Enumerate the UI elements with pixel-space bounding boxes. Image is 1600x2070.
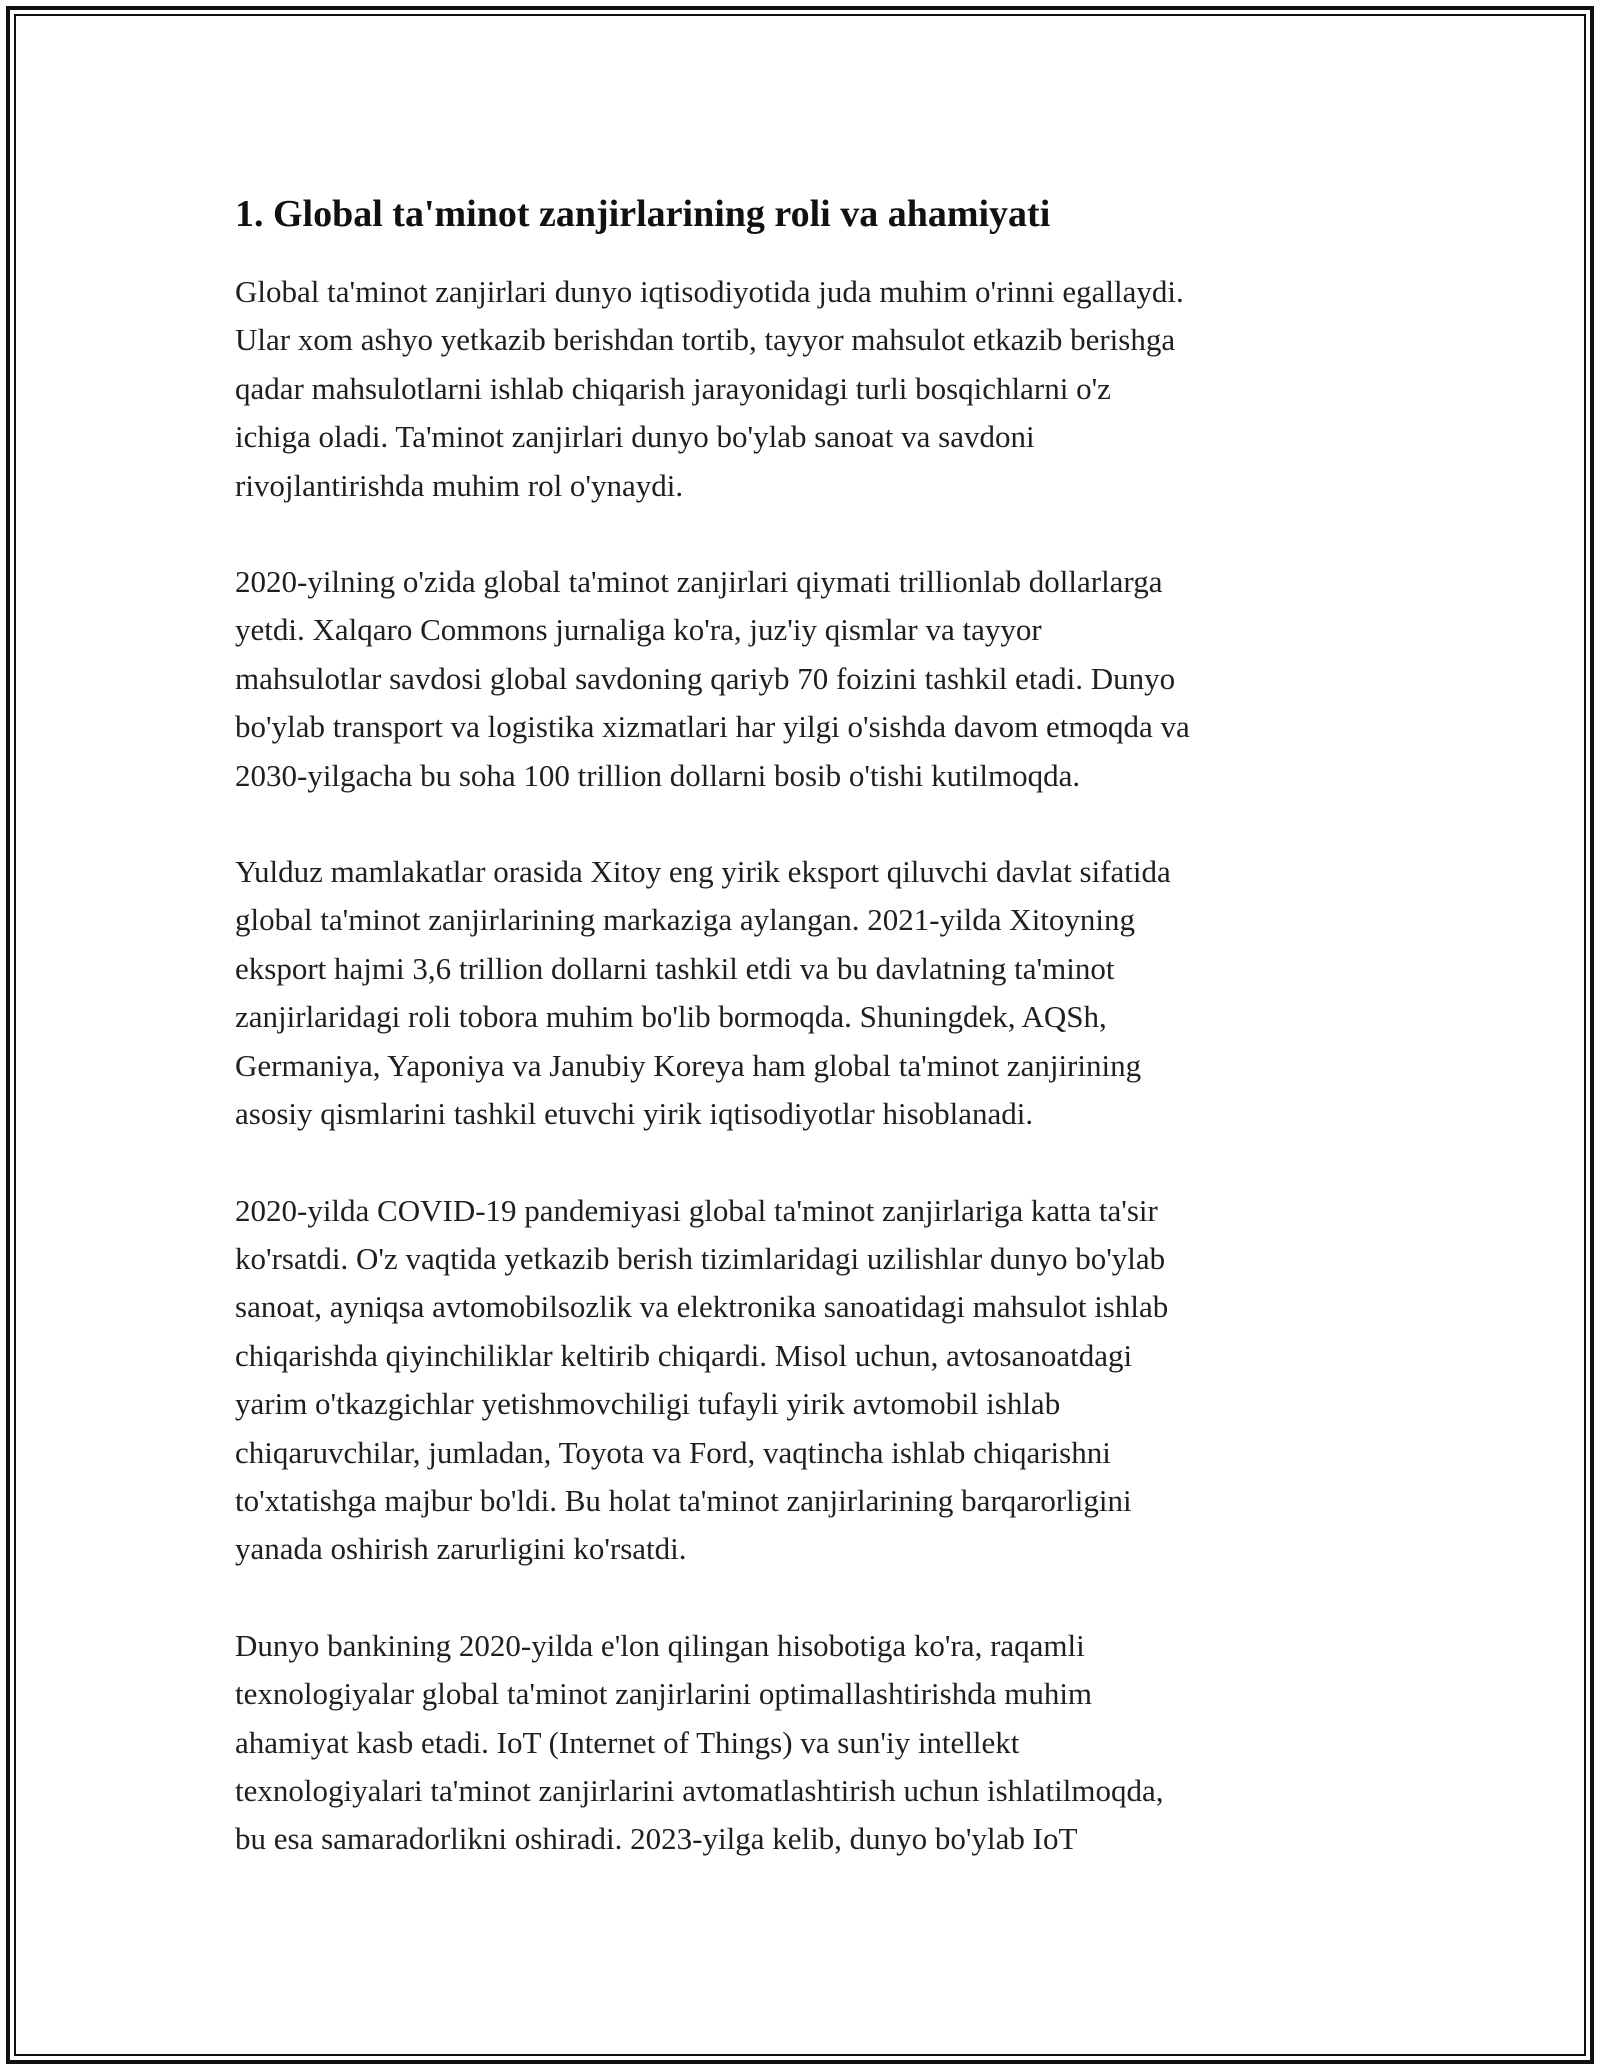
paragraph-line: Yulduz mamlakatlar orasida Xitoy eng yirik eksport qiluvchi davlat sifatida	[235, 854, 1171, 890]
paragraph-line: asosiy qismlarini tashkil etuvchi yirik iqtisodiyotlar hisoblanadi.	[235, 1096, 1034, 1132]
document-body	[235, 186, 1385, 1864]
paragraph	[235, 1187, 1385, 1574]
paragraph-line: texnologiyalar global ta'minot zanjirlarini optimallashtirishda muhim	[235, 1676, 1093, 1712]
paragraph-line: ahamiyat kasb etadi. IoT (Internet of Things) va sun'iy intellekt	[235, 1724, 1020, 1760]
paragraph-line: chiqarishda qiyinchiliklar keltirib chiqardi. Misol uchun, avtosanoatdagi	[235, 1337, 1133, 1373]
paragraph-line: ichiga oladi. Ta'minot zanjirlari dunyo bo'ylab sanoat va savdoni	[235, 419, 1035, 455]
paragraph-line: ko'rsatdi. O'z vaqtida yetkazib berish tizimlaridagi uzilishlar dunyo bo'ylab	[235, 1240, 1166, 1276]
paragraph-line: bo'ylab transport va logistika xizmatlari har yilgi o'sishda davom etmoqda va	[235, 709, 1190, 745]
paragraph-line: to'xtatishga majbur bo'ldi. Bu holat ta'minot zanjirlarining barqarorligini	[235, 1482, 1132, 1518]
paragraph	[235, 848, 1385, 1138]
paragraph	[235, 1622, 1385, 1864]
paragraph	[235, 558, 1385, 800]
paragraph-line: Germaniya, Yaponiya va Janubiy Koreya ham global ta'minot zanjirining	[235, 1047, 1142, 1083]
section-heading: 1. Global ta'minot zanjirlarining roli va ahamiyati	[235, 193, 1051, 235]
paragraph-line: qadar mahsulotlarni ishlab chiqarish jarayonidagi turli bosqichlarni o'z	[235, 370, 1111, 406]
paragraph-list	[235, 268, 1385, 1864]
paragraph-line: yarim o'tkazgichlar yetishmovchiligi tufayli yirik avtomobil ishlab	[235, 1386, 1061, 1422]
paragraph-line: yetdi. Xalqaro Commons jurnaliga ko'ra, juz'iy qismlar va tayyor	[235, 612, 1042, 648]
paragraph-line: zanjirlaridagi roli tobora muhim bo'lib bormoqda. Shuningdek, AQSh,	[235, 999, 1107, 1035]
paragraph-line: Dunyo bankining 2020-yilda e'lon qilingan hisobotiga ko'ra, raqamli	[235, 1627, 1085, 1663]
paragraph-line: chiqaruvchilar, jumladan, Toyota va Ford, vaqtincha ishlab chiqarishni	[235, 1434, 1111, 1470]
paragraph-line: 2020-yilning o'zida global ta'minot zanjirlari qiymati trillionlab dollarlarga	[235, 564, 1163, 600]
paragraph-line: eksport hajmi 3,6 trillion dollarni tashkil etdi va bu davlatning ta'minot	[235, 950, 1115, 986]
paragraph-line: yanada oshirish zarurligini ko'rsatdi.	[235, 1531, 687, 1567]
paragraph	[235, 268, 1385, 510]
paragraph-line: Ular xom ashyo yetkazib berishdan tortib, tayyor mahsulot etkazib berishga	[235, 322, 1176, 358]
paragraph-line: global ta'minot zanjirlarining markaziga aylangan. 2021-yilda Xitoyning	[235, 902, 1136, 938]
paragraph-line: rivojlantirishda muhim rol o'ynaydi.	[235, 467, 684, 503]
paragraph-line: mahsulotlar savdosi global savdoning qariyb 70 foizini tashkil etadi. Dunyo	[235, 660, 1176, 696]
paragraph-line: sanoat, ayniqsa avtomobilsozlik va elektronika sanoatidagi mahsulot ishlab	[235, 1289, 1169, 1325]
paragraph-line: 2030-yilgacha bu soha 100 trillion dollarni bosib o'tishi kutilmoqda.	[235, 757, 1081, 793]
paragraph-line: 2020-yilda COVID-19 pandemiyasi global ta'minot zanjirlariga katta ta'sir	[235, 1192, 1158, 1228]
paragraph-line: texnologiyalari ta'minot zanjirlarini avtomatlashtirish uchun ishlatilmoqda,	[235, 1772, 1164, 1808]
paragraph-line: bu esa samaradorlikni oshiradi. 2023-yilga kelib, dunyo bo'ylab IoT	[235, 1821, 1078, 1857]
paragraph-line: Global ta'minot zanjirlari dunyo iqtisodiyotida juda muhim o'rinni egallaydi.	[235, 274, 1184, 309]
